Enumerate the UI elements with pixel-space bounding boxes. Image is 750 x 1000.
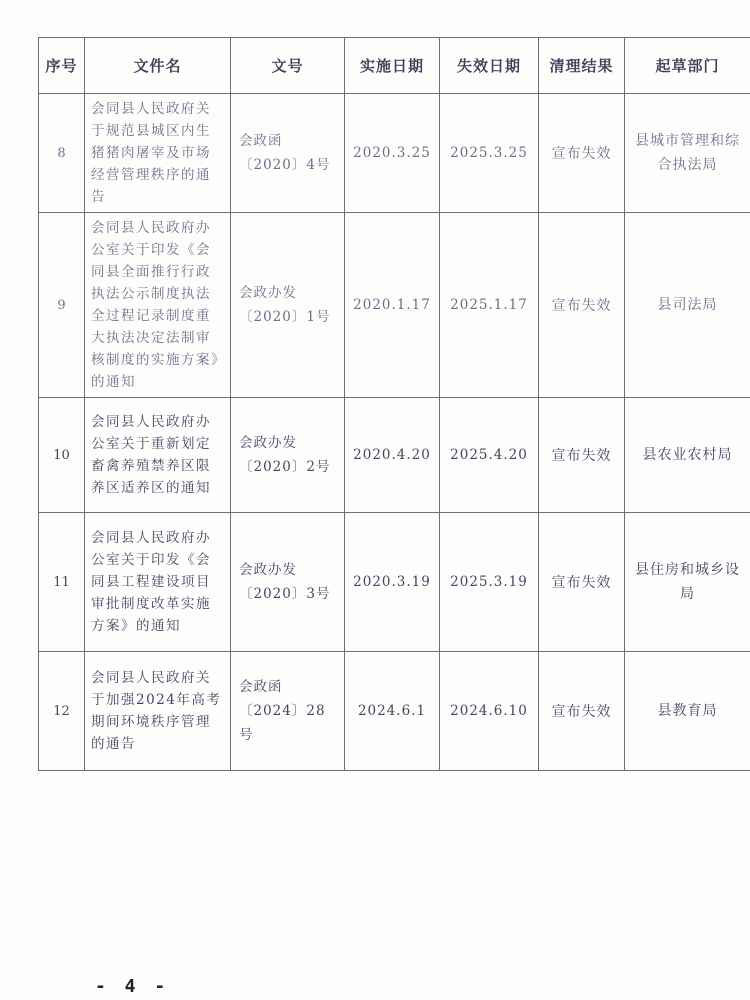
row-drafting-dept: 县教育局 [625, 652, 750, 771]
row-result: 宣布失效 [539, 513, 625, 652]
table-row [39, 213, 750, 398]
row-doc-number: 会政办发〔2020〕1号 [231, 213, 345, 398]
row-seq: 11 [39, 513, 85, 652]
row-start-date: 2020.3.19 [345, 513, 440, 652]
header-file-name: 文件名 [85, 38, 231, 94]
row-file-name: 会同县人民政府办公室关于印发《会同县工程建设项目审批制度改革实施方案》的通知 [85, 513, 231, 652]
regulation-cleanup-table [38, 37, 750, 771]
page-number: - 4 - [95, 976, 170, 997]
row-doc-number: 会政办发〔2020〕2号 [231, 398, 345, 513]
row-doc-number: 会政函〔2020〕4号 [231, 94, 345, 213]
row-seq: 9 [39, 213, 85, 398]
row-file-name: 会同县人民政府办公室关于印发《会同县全面推行行政执法公示制度执法全过程记录制度重大执法决定法制审核制度的实施方案》的通知 [85, 213, 231, 398]
row-seq: 8 [39, 94, 85, 213]
row-file-name: 会同县人民政府关于规范县城区内生猪猪肉屠宰及市场经营管理秩序的通告 [85, 94, 231, 213]
row-drafting-dept: 县司法局 [625, 213, 750, 398]
header-end-date: 失效日期 [440, 38, 539, 94]
row-seq: 10 [39, 398, 85, 513]
row-end-date: 2025.3.25 [440, 94, 539, 213]
row-drafting-dept: 县农业农村局 [625, 398, 750, 513]
row-start-date: 2020.4.20 [345, 398, 440, 513]
table-header-row [39, 38, 750, 94]
row-result: 宣布失效 [539, 213, 625, 398]
row-end-date: 2024.6.10 [440, 652, 539, 771]
table-row [39, 94, 750, 213]
row-drafting-dept: 县城市管理和综合执法局 [625, 94, 750, 213]
table-row [39, 398, 750, 513]
row-end-date: 2025.4.20 [440, 398, 539, 513]
table-row [39, 652, 750, 771]
header-drafting-dept: 起草部门 [625, 38, 750, 94]
table-row [39, 513, 750, 652]
row-end-date: 2025.3.19 [440, 513, 539, 652]
row-start-date: 2024.6.1 [345, 652, 440, 771]
row-doc-number: 会政办发〔2020〕3号 [231, 513, 345, 652]
row-start-date: 2020.3.25 [345, 94, 440, 213]
header-seq: 序号 [39, 38, 85, 94]
row-doc-number: 会政函〔2024〕28号 [231, 652, 345, 771]
header-doc-number: 文号 [231, 38, 345, 94]
row-start-date: 2020.1.17 [345, 213, 440, 398]
row-result: 宣布失效 [539, 398, 625, 513]
row-result: 宣布失效 [539, 94, 625, 213]
row-drafting-dept: 县住房和城乡设局 [625, 513, 750, 652]
header-start-date: 实施日期 [345, 38, 440, 94]
row-result: 宣布失效 [539, 652, 625, 771]
row-seq: 12 [39, 652, 85, 771]
header-result: 清理结果 [539, 38, 625, 94]
row-file-name: 会同县人民政府关于加强2024年高考期间环境秩序管理的通告 [85, 652, 231, 771]
row-file-name: 会同县人民政府办公室关于重新划定畜禽养殖禁养区限养区适养区的通知 [85, 398, 231, 513]
row-end-date: 2025.1.17 [440, 213, 539, 398]
